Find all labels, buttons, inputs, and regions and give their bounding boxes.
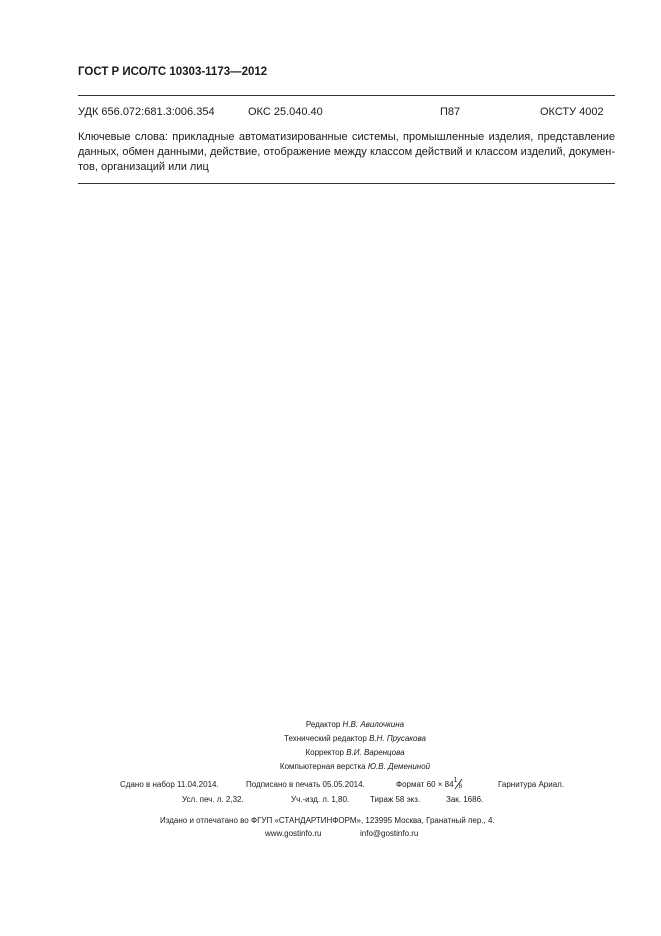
okstu-code: ОКСТУ 4002 [540, 106, 604, 118]
format [396, 777, 462, 790]
credit-role: Корректор [305, 748, 344, 757]
p-code: П87 [440, 106, 461, 118]
publisher-info: Издано и отпечатано во ФГУП «СТАНДАРТИНФОРМ», 123995 Москва, Гранатный пер., 4. [160, 816, 495, 825]
format-denominator: 8 [458, 784, 462, 790]
top-divider [78, 95, 615, 96]
website-link[interactable]: www.gostinfo.ru [265, 829, 322, 838]
bottom-divider [78, 183, 615, 184]
credit-layout [240, 760, 470, 774]
credit-name: Н.В. Авилочкина [342, 720, 405, 729]
order-number: Зак. 1686. [446, 795, 484, 804]
print-run: Тираж 58 экз. [370, 795, 421, 804]
credit-corrector [240, 746, 470, 760]
credit-role: Редактор [305, 720, 341, 729]
credit-editor [240, 718, 470, 732]
udk-code: УДК 656.072:681.3:006.354 [78, 106, 215, 118]
keywords-block [78, 130, 615, 175]
keywords-line: данных, обмен данными, действие, отображение между классом действий и классом изделий, докумен- [78, 146, 615, 158]
credit-role: Технический редактор [284, 734, 367, 743]
keywords-line: тов, организаций или лиц [78, 161, 209, 173]
format-numerator: 1 [453, 777, 458, 784]
credit-name: В.И. Варенцова [346, 748, 405, 757]
submitted-date: Сдано в набор 11.04.2014. [120, 780, 219, 789]
credit-name: Ю.В. Демениной [367, 762, 431, 771]
credit-name: В.Н. Прусакова [369, 734, 426, 743]
keywords-line: Ключевые слова: прикладные автоматизированные системы, промышленные изделия, представление [78, 131, 615, 143]
format-fraction [453, 777, 464, 790]
credit-role: Компьютерная верстка [279, 762, 366, 771]
document-code: ГОСТ Р ИСО/ТС 10303-1173—2012 [78, 66, 268, 78]
email-link[interactable]: info@gostinfo.ru [360, 829, 419, 838]
typeface: Гарнитура Ариал. [498, 780, 565, 789]
publishing-sheets: Уч.-изд. л. 1,80. [291, 795, 350, 804]
oks-code: ОКС 25.040.40 [248, 106, 323, 118]
format-prefix: Формат 60 × 84 [396, 780, 454, 789]
credits-block [240, 718, 470, 774]
credit-tech-editor [240, 732, 470, 746]
signed-date: Подписано в печать 05.05.2014. [246, 780, 365, 789]
print-sheets: Усл. печ. л. 2,32. [182, 795, 244, 804]
